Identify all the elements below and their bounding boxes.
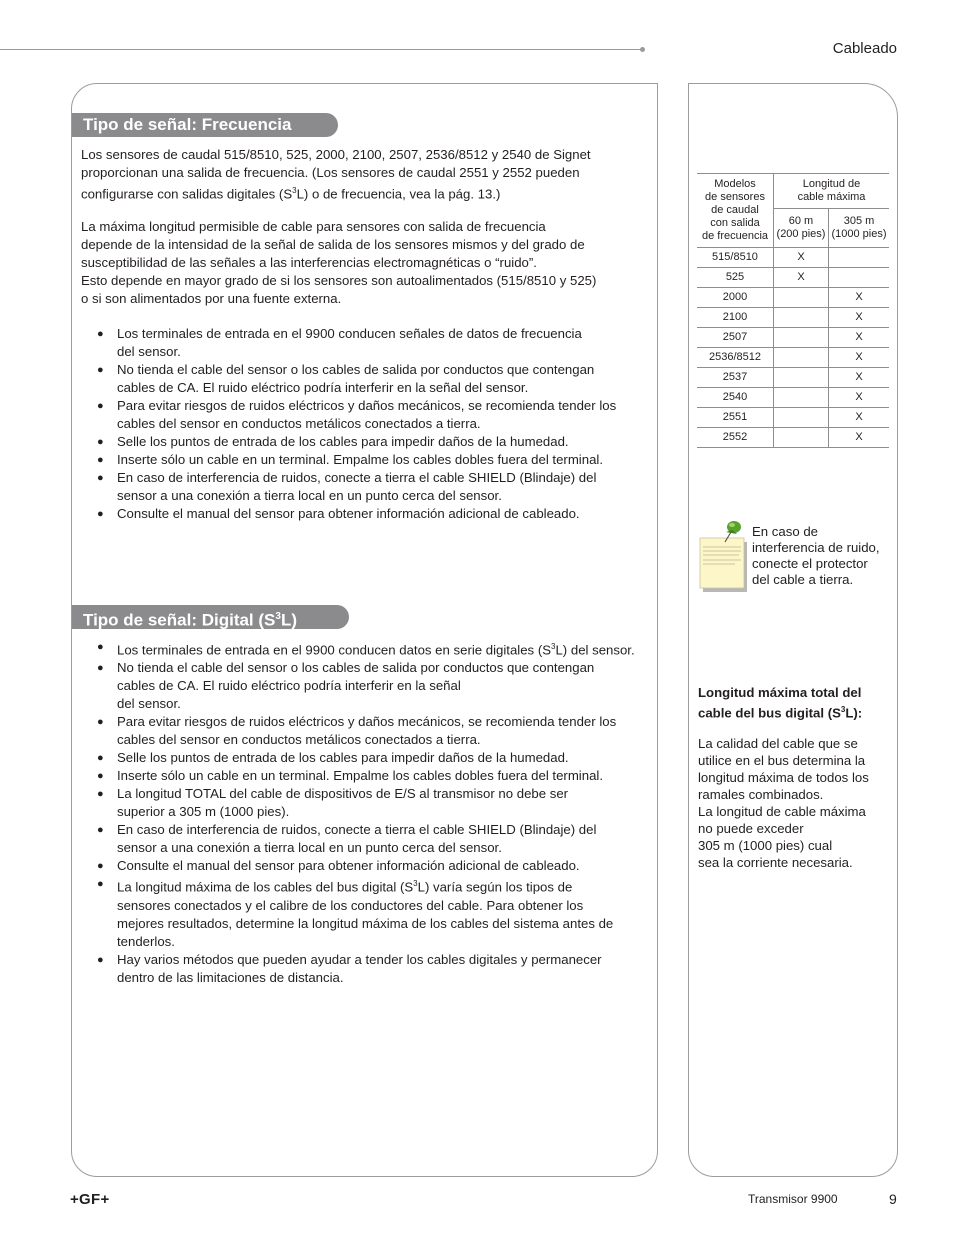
- text-line: La longitud de cable máxima: [698, 804, 866, 819]
- text-line: Consulte el manual del sensor para obtener información adicional de cableado.: [117, 858, 580, 874]
- list-item: [97, 875, 657, 950]
- 60m-cell: [774, 288, 829, 308]
- models-column-header: [697, 174, 774, 248]
- text-line: ramales combinados.: [698, 787, 824, 802]
- table-row: [697, 328, 889, 348]
- text-line: conecte el protector: [752, 556, 868, 571]
- header-rule: [0, 49, 642, 50]
- table-row: [697, 388, 889, 408]
- 305m-cell: [829, 248, 890, 268]
- list-item: [97, 749, 657, 767]
- text-line: del sensor.: [117, 696, 181, 712]
- list-item: [97, 325, 657, 361]
- header-line: de sensores: [705, 191, 765, 203]
- model-cell: 2540: [697, 388, 774, 408]
- digital-bullet-list: [97, 638, 657, 987]
- text-line: o si son alimentados por una fuente externa.: [81, 291, 342, 306]
- text-line: La máxima longitud permisible de cable para sensores con salida de frecuencia: [81, 219, 546, 234]
- list-item: [97, 951, 657, 987]
- text-line: proporcionan una salida de frecuencia. (Los sensores de caudal 2551 y 2552 pueden: [81, 165, 580, 180]
- text-line: L) varía según los tipos de: [417, 879, 573, 895]
- table-row: [697, 248, 889, 268]
- text-line: sensor a una conexión a tierra local en un punto cerca del sensor.: [117, 840, 502, 856]
- noise-note-text: [752, 524, 892, 588]
- text-line: No tienda el cable del sensor o los cables de salida por conductos que contengan: [117, 660, 595, 676]
- header-line: cable máxima: [797, 191, 866, 203]
- 305m-cell: X: [829, 288, 890, 308]
- list-item: [97, 469, 657, 505]
- list-item: [97, 713, 657, 749]
- table-row: [697, 408, 889, 428]
- text-line: Los terminales de entrada en el 9900 conducen señales de datos de frecuencia: [117, 326, 582, 341]
- text-line: longitud máxima de todos los: [698, 770, 869, 785]
- 60m-cell: X: [774, 248, 829, 268]
- text-line: configurarse con salidas digitales (S: [81, 186, 293, 202]
- text-line: del sensor.: [117, 344, 181, 359]
- text-line: L):: [845, 705, 863, 721]
- text-line: mejores resultados, determine la longitud máxima de los cables del sistema antes de: [117, 915, 614, 931]
- text-line: Esto depende en mayor grado de si los sensores son autoalimentados (515/8510 y 525): [81, 273, 597, 288]
- footer-title: Transmisor 9900: [748, 1192, 838, 1206]
- table-row: [697, 348, 889, 368]
- gf-logo: +GF+: [70, 1191, 110, 1208]
- text-line: sensores conectados y el calibre de los conductores del cable. Para obtener los: [117, 897, 584, 913]
- list-item: [97, 767, 657, 785]
- text-line: sea la corriente necesaria.: [698, 855, 853, 870]
- text-line: Selle los puntos de entrada de los cables para impedir daños de la humedad.: [117, 434, 569, 449]
- text-line: La longitud máxima de los cables del bus digital (S: [117, 879, 414, 895]
- model-cell: 515/8510: [697, 248, 774, 268]
- superscript: 3: [292, 186, 297, 195]
- list-item: [97, 451, 657, 469]
- table-header-row: [697, 174, 889, 209]
- text-line: No tienda el cable del sensor o los cables de salida por conductos que contengan: [117, 362, 595, 377]
- text-line: Para evitar riesgos de ruidos eléctricos y daños mecánicos, se recomienda tender los: [117, 398, 617, 413]
- s3l-length-body: [698, 735, 888, 871]
- text-line: Hay varios métodos que pueden ayudar a tender los cables digitales y permanecer: [117, 951, 602, 967]
- text-line: Para evitar riesgos de ruidos eléctricos y daños mecánicos, se recomienda tender los: [117, 714, 617, 730]
- text-line: cables del sensor en conductos metálicos conectados a tierra.: [117, 732, 481, 748]
- 305m-cell: X: [829, 408, 890, 428]
- list-item: [97, 857, 657, 875]
- table-row: [697, 308, 889, 328]
- text-line: Selle los puntos de entrada de los cables para impedir daños de la humedad.: [117, 750, 569, 766]
- 305m-cell: X: [829, 368, 890, 388]
- model-cell: 2552: [697, 428, 774, 448]
- frequency-intro-paragraph: [81, 146, 651, 203]
- text-line: Consulte el manual del sensor para obtener información adicional de cableado.: [117, 506, 580, 521]
- header-line: (1000 pies): [831, 228, 887, 240]
- list-item: [97, 638, 657, 659]
- model-cell: 2536/8512: [697, 348, 774, 368]
- digital-section-heading: [72, 605, 349, 629]
- text-line: La longitud TOTAL del cable de dispositivos de E/S al transmisor no debe ser: [117, 786, 569, 802]
- table-row: [697, 288, 889, 308]
- 60m-cell: [774, 308, 829, 328]
- header-rule-dot: [640, 47, 645, 52]
- page-number: 9: [889, 1191, 897, 1207]
- text-line: En caso de: [752, 524, 818, 539]
- text-line: La calidad del cable que se: [698, 736, 858, 751]
- text-line: interferencia de ruido,: [752, 540, 880, 555]
- superscript: 3: [551, 642, 556, 651]
- list-item: [97, 397, 657, 433]
- model-cell: 525: [697, 268, 774, 288]
- text-line: susceptibilidad de las señales a las interferencias electromagnéticas o “ruido”.: [81, 255, 537, 270]
- text-line: depende de la intensidad de la señal de salida de los sensores mismos y del grado de: [81, 237, 585, 252]
- text-line: 305 m (1000 pies) cual: [698, 838, 833, 853]
- text-line: dentro de las limitaciones de distancia.: [117, 969, 344, 985]
- model-cell: 2551: [697, 408, 774, 428]
- list-item: [97, 361, 657, 397]
- text-line: En caso de interferencia de ruidos, conecte a tierra el cable SHIELD (Blindaje) del: [117, 822, 597, 838]
- text-line: sensor a una conexión a tierra local en un punto cerca del sensor.: [117, 488, 502, 503]
- pushpin-note-icon: [699, 518, 747, 594]
- text-line: Los terminales de entrada en el 9900 conducen datos en serie digitales (S: [117, 642, 552, 658]
- 60m-cell: [774, 388, 829, 408]
- text-line: tenderlos.: [117, 933, 175, 949]
- s3l-length-heading: [698, 684, 888, 721]
- text-line: L) del sensor.: [555, 642, 635, 658]
- 60m-cell: [774, 408, 829, 428]
- table-row: [697, 268, 889, 288]
- text-line: cables del sensor en conductos metálicos conectados a tierra.: [117, 416, 481, 431]
- header-line: 305 m: [843, 215, 875, 227]
- model-cell: 2100: [697, 308, 774, 328]
- text-line: Longitud máxima total del: [698, 685, 862, 700]
- header-line: de frecuencia: [701, 230, 769, 242]
- text-line: Inserte sólo un cable en un terminal. Empalme los cables dobles fuera del terminal.: [117, 452, 603, 467]
- list-item: [97, 505, 657, 523]
- superscript: 3: [275, 611, 281, 622]
- text-line: Los sensores de caudal 515/8510, 525, 2000, 2100, 2507, 2536/8512 y 2540 de Signet: [81, 147, 591, 162]
- text-line: no puede exceder: [698, 821, 804, 836]
- list-item: [97, 659, 657, 713]
- heading-text: L): [280, 610, 297, 630]
- list-item: [97, 433, 657, 451]
- frequency-bullet-list: [97, 325, 657, 523]
- text-line: del cable a tierra.: [752, 572, 854, 587]
- section-title: Cableado: [832, 40, 897, 57]
- 60m-cell: [774, 368, 829, 388]
- 305m-cell: X: [829, 308, 890, 328]
- header-line: con salida: [710, 217, 760, 229]
- header-line: de caudal: [711, 204, 759, 216]
- header-line: Longitud de: [802, 178, 861, 190]
- text-line: cable del bus digital (S: [698, 705, 841, 721]
- text-line: superior a 305 m (1000 pies).: [117, 804, 290, 820]
- superscript: 3: [413, 879, 418, 889]
- header-line: (200 pies): [776, 228, 826, 240]
- table-row: [697, 368, 889, 388]
- text-line: L) o de frecuencia, vea la pág. 13.): [296, 186, 501, 202]
- frequency-section-heading: Tipo de señal: Frecuencia: [72, 113, 338, 137]
- 305m-cell: X: [829, 388, 890, 408]
- header-line: 60 m: [788, 215, 814, 227]
- frequency-length-paragraph: [81, 218, 651, 308]
- 305m-cell: [829, 268, 890, 288]
- heading-text: Tipo de señal: Digital (S: [83, 610, 276, 630]
- superscript: 3: [840, 705, 846, 714]
- text-line: En caso de interferencia de ruidos, conecte a tierra el cable SHIELD (Blindaje) del: [117, 470, 597, 485]
- 60m-column-header: [774, 209, 829, 248]
- text-line: cables de CA. El ruido eléctrico podría interferir en la señal: [117, 678, 461, 694]
- table-body: [697, 248, 889, 448]
- text-line: Inserte sólo un cable en un terminal. Empalme los cables dobles fuera del terminal.: [117, 768, 603, 784]
- length-group-header: [774, 174, 890, 209]
- 60m-cell: [774, 428, 829, 448]
- text-line: utilice en el bus determina la: [698, 753, 866, 768]
- 60m-cell: [774, 328, 829, 348]
- model-cell: 2537: [697, 368, 774, 388]
- list-item: [97, 821, 657, 857]
- model-cell: 2507: [697, 328, 774, 348]
- header-line: Modelos: [714, 178, 756, 190]
- 305m-cell: X: [829, 428, 890, 448]
- 305m-cell: X: [829, 328, 890, 348]
- cable-length-table: [697, 173, 889, 448]
- 305m-cell: X: [829, 348, 890, 368]
- 305m-column-header: [829, 209, 890, 248]
- table-row: [697, 428, 889, 448]
- model-cell: 2000: [697, 288, 774, 308]
- list-item: [97, 785, 657, 821]
- text-line: cables de CA. El ruido eléctrico podría interferir en la señal del sensor.: [117, 380, 529, 395]
- 60m-cell: [774, 348, 829, 368]
- 60m-cell: X: [774, 268, 829, 288]
